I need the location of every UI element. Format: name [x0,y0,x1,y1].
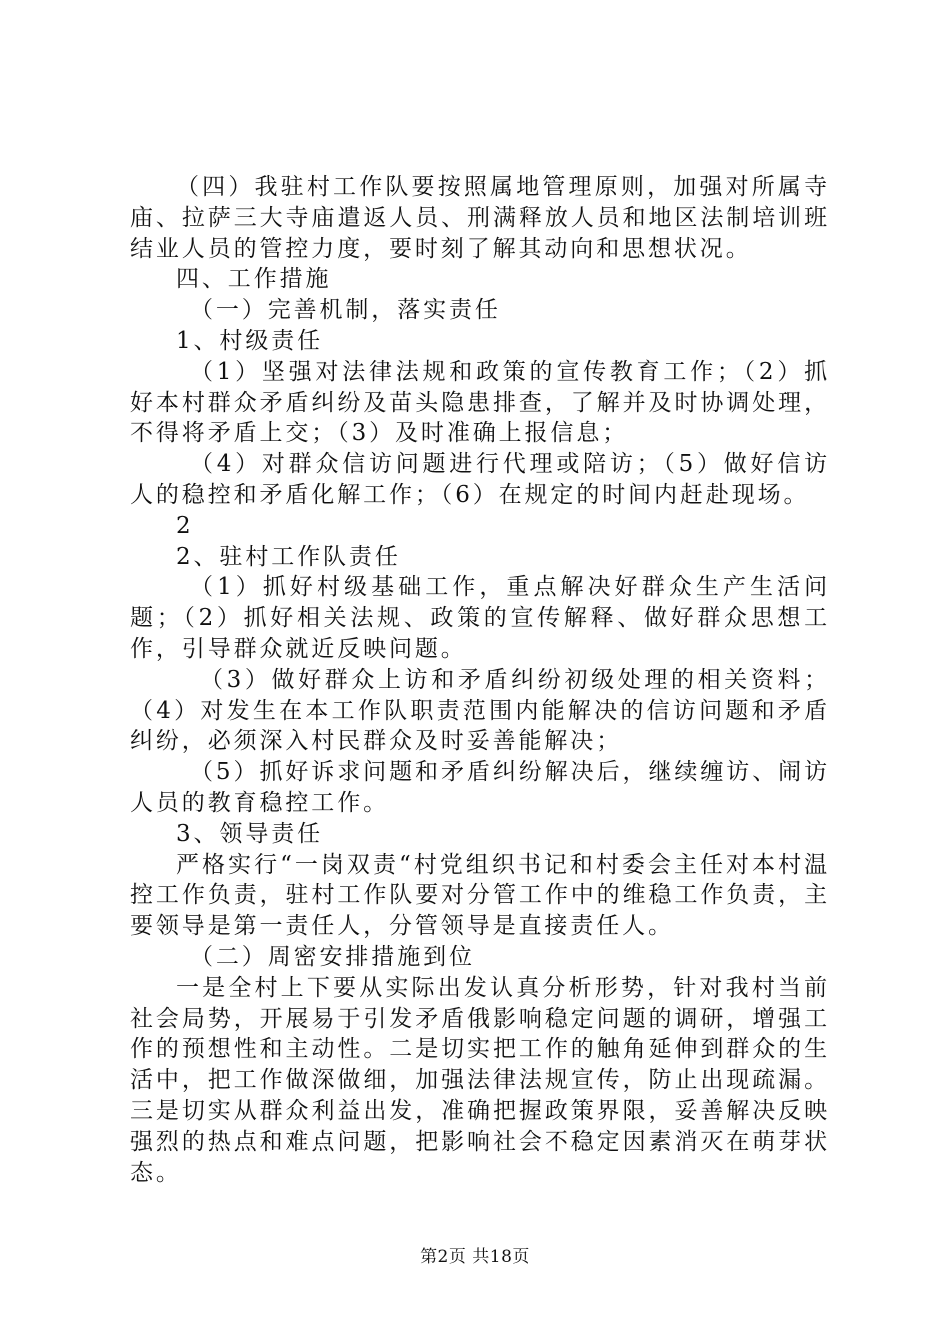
paragraph: （四）我驻村工作队要按照属地管理原则，加强对所属寺庙、拉萨三大寺庙遣返人员、刑满释放人员和地区法制培训班结业人员的管控力度，要时刻了解其动向和思想状况。 [130,174,830,262]
section-heading: 四、工作措施 [176,266,332,293]
paragraph: （1）抓好村级基础工作，重点解决好群众生产生活问题；（2）抓好相关法规、政策的宣传解释、做好群众思想工作，引导群众就近反映问题。 [130,574,830,662]
paragraph: 一是全村上下要从实际出发认真分析形势，针对我村当前社会局势，开展易于引发矛盾俄影响稳定问题的调研，增强工作的预想性和主动性。二是切实把工作的触角延伸到群众的生活中，把工作做深做细，加强法律法规宣传，防止出现疏漏。三是切实从群众利益出发，准确把握政策界限，妥善解决反映强烈的热点和难点问题，把影响社会不稳定因素消灭在萌芽状态。 [130,974,830,1186]
subsection-heading: （二）周密安排措施到位 [190,943,475,970]
paragraph: （1）坚强对法律法规和政策的宣传教育工作；（2）抓好本村群众矛盾纠纷及苗头隐患排查，了解并及时协调处理，不得将矛盾上交；（3）及时准确上报信息； [130,358,830,447]
paragraph: （3）做好群众上访和矛盾纠纷初级处理的相关资料；（4）对发生在本工作队职责范围内能解决的信访问题和矛盾纠纷，必须深入村民群众及时妥善能解决； [130,666,830,755]
page-footer: 第2页 共18页 [420,1247,530,1267]
paragraph: （4）对群众信访问题进行代理或陪访；（5）做好信访人的稳控和矛盾化解工作；（6）在规定的时间内赶赴现场。 [130,451,830,508]
paragraph: （5）抓好诉求问题和矛盾纠纷解决后，继续缠访、闹访人员的教育稳控工作。 [130,759,830,816]
stray-number: 2 [176,512,194,539]
subsection-heading: （一）完善机制，落实责任 [190,297,501,324]
document-body [130,172,830,1188]
paragraph: 严格实行“一岗双责“村党组织书记和村委会主任对本村温控工作负责，驻村工作队要对分管工作中的维稳工作负责，主要领导是第一责任人，分管领导是直接责任人。 [130,851,830,940]
item-heading: 3、领导责任 [176,820,324,847]
item-heading: 2、驻村工作队责任 [176,543,401,570]
item-heading: 1、村级责任 [176,327,324,354]
